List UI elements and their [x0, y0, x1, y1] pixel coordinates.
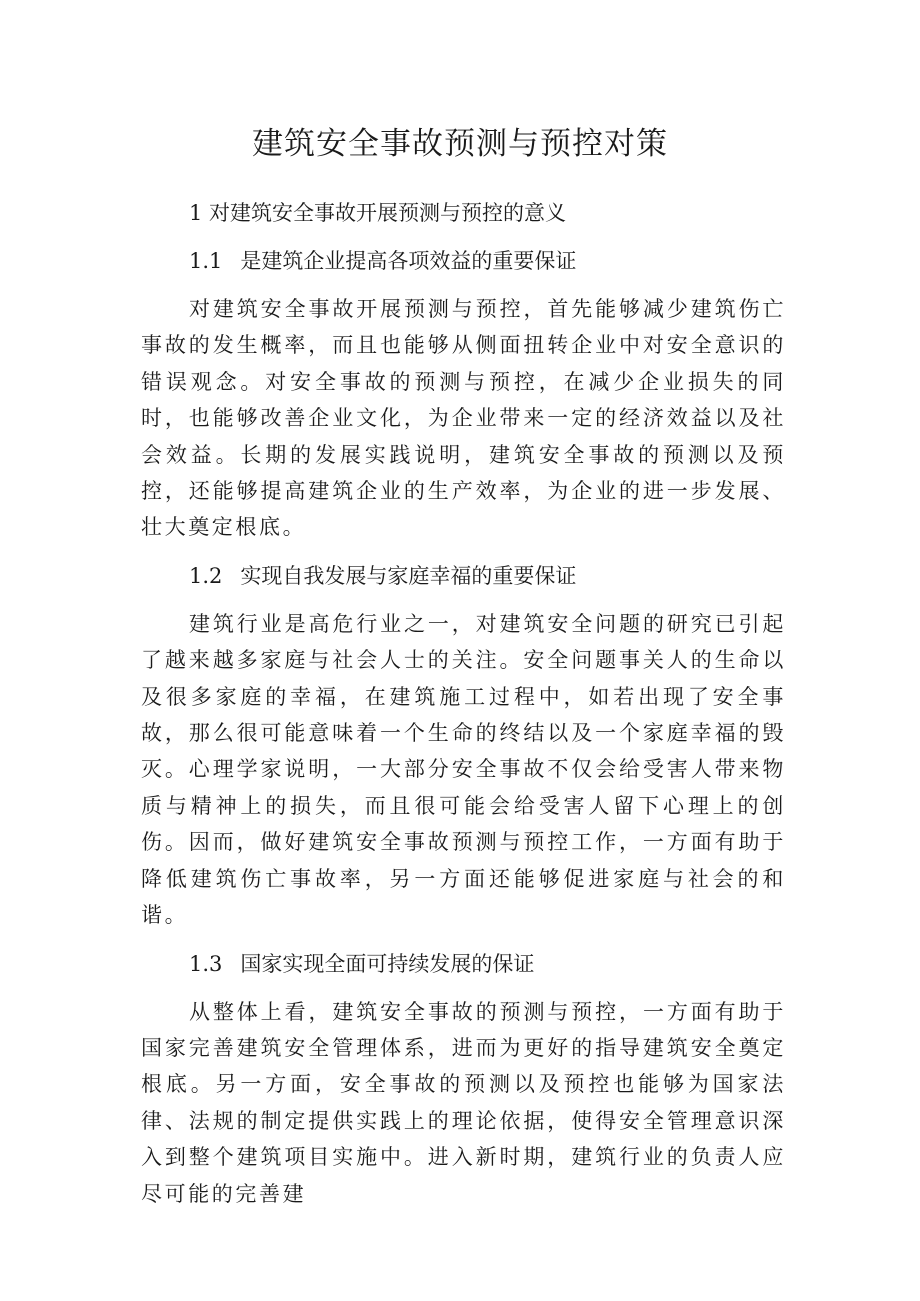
section-1-3-paragraph: 从整体上看，建筑安全事故的预测与预控，一方面有助于国家完善建筑安全管理体系，进而为更好的指导建筑安全奠定根底。另一方面，安全事故的预测以及预控也能够为国家法律、法规的制定提供实践上的理论依据，使得安全管理意识深入到整个建筑项目实施中。进入新时期，建筑行业的负责人应尽可能的完善建 [141, 999, 786, 1206]
section-1-3-title: 国家实现全面可持续发展的保证 [240, 951, 535, 976]
section-1-2-heading [141, 558, 786, 594]
section-1-2-paragraph: 建筑行业是高危行业之一，对建筑安全问题的研究已引起了越来越多家庭与社会人士的关注。安全问题事关人的生命以及很多家庭的幸福，在建筑施工过程中，如若出现了安全事故，那么很可能意味着一个生命的终结以及一个家庭幸福的毁灭。心理学家说明，一大部分安全事故不仅会给受害人带来物质与精神上的损失，而且很可能会给受害人留下心理上的创伤。因而，做好建筑安全事故预测与预控工作，一方面有助于降低建筑伤亡事故率，另一方面还能够促进家庭与社会的和谐。 [141, 611, 786, 928]
section-1-2-title: 实现自我发展与家庭幸福的重要保证 [240, 563, 577, 588]
section-1-3-number: 1.3 [189, 951, 223, 976]
section-1-1-title: 是建筑企业提高各项效益的重要保证 [240, 249, 577, 273]
section-1-2-number: 1.2 [189, 563, 223, 588]
section-1-1-heading [141, 243, 786, 279]
document-body [141, 195, 786, 1212]
section-1-1-paragraph: 对建筑安全事故开展预测与预控，首先能够减少建筑伤亡事故的发生概率，而且也能够从侧面扭转企业中对安全意识的错误观念。对安全事故的预测与预控，在减少企业损失的同时，也能够改善企业文化，为企业带来一定的经济效益以及社会效益。长期的发展实践说明，建筑安全事故的预测以及预控，还能够提高建筑企业的生产效率，为企业的进一步发展、壮大奠定根底。 [141, 297, 786, 540]
section-1-1-number: 1.1 [189, 249, 223, 273]
document-title: 建筑安全事故预测与预控对策 [252, 126, 668, 162]
section-1-3-heading [141, 946, 786, 982]
section-1-heading: 1 对建筑安全事故开展预测与预控的意义 [189, 201, 567, 225]
